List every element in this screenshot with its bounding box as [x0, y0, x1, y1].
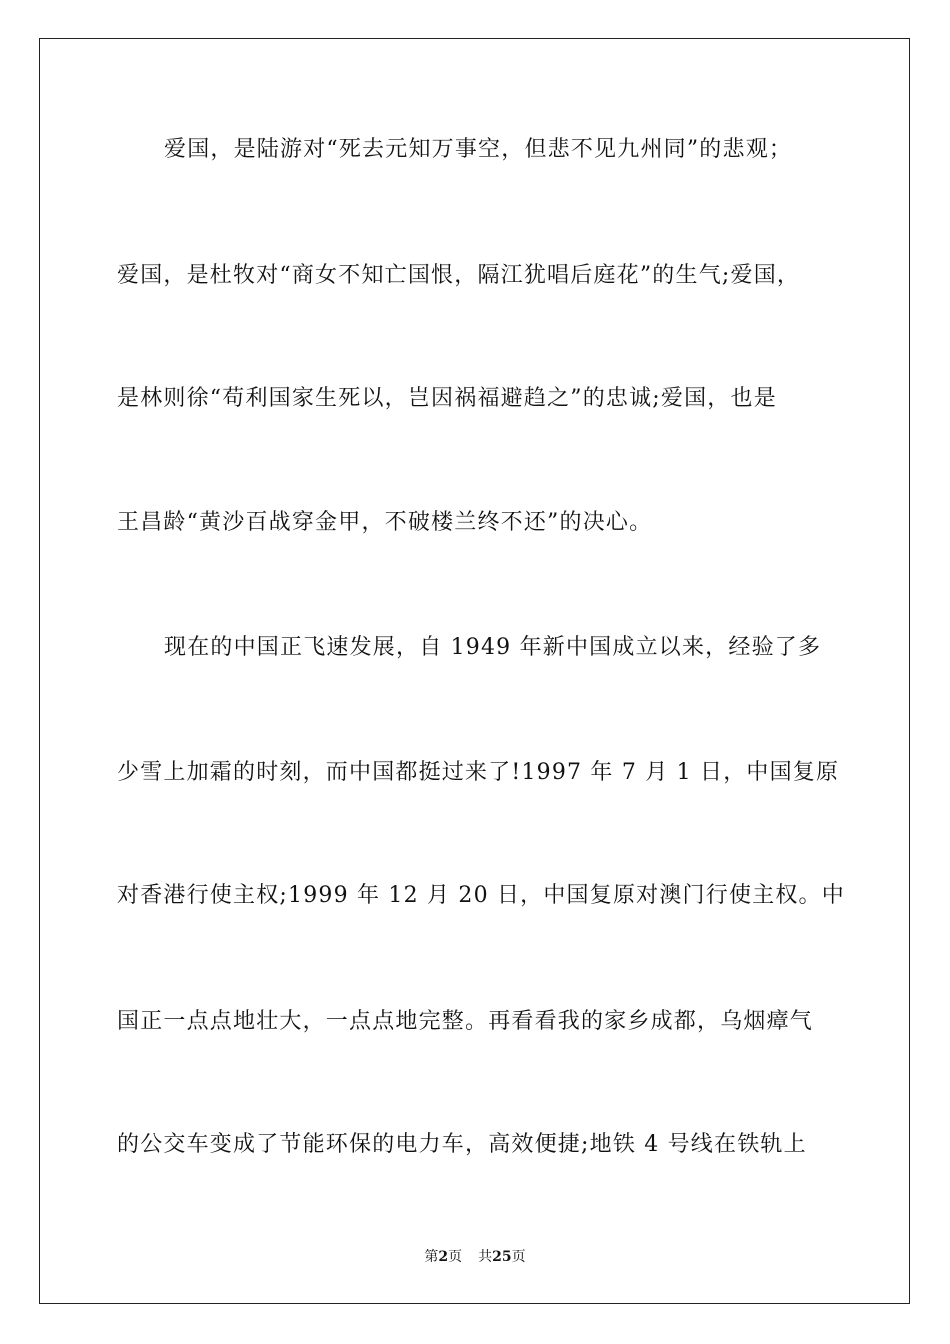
text-line-5: 现在的中国正飞速发展，自 1949 年新中国成立以来，经验了多	[164, 635, 822, 660]
text-line-9: 的公交车变成了节能环保的电力车，高效便捷;地铁 4 号线在铁轨上	[117, 1132, 807, 1157]
total-suffix: 页	[511, 1249, 526, 1265]
text-line-7: 对香港行使主权;1999 年 12 月 20 日，中国复原对澳门行使主权。中	[117, 883, 845, 908]
total-prefix: 共	[478, 1249, 493, 1265]
text-line-6: 少雪上加霜的时刻，而中国都挺过来了!1997 年 7 月 1 日，中国复原	[117, 760, 840, 785]
total-pages: 25	[492, 1249, 512, 1265]
text-line-3: 是林则徐“苟利国家生死以，岂因祸福避趋之”的忠诚;爱国，也是	[117, 386, 777, 411]
text-line-8: 国正一点点地壮大，一点点地完整。再看看我的家乡成都，乌烟瘴气	[117, 1009, 814, 1034]
text-line-2: 爱国，是杜牧对“商女不知亡国恨，隔江犹唱后庭花”的生气;爱国，	[117, 263, 801, 288]
page-border	[39, 38, 910, 1304]
text-line-1: 爱国，是陆游对“死去元知万事空，但悲不见九州同”的悲观；	[164, 137, 793, 162]
page-suffix: 页	[448, 1249, 463, 1265]
page-footer	[0, 1248, 950, 1266]
text-line-4: 王昌龄“黄沙百战穿金甲，不破楼兰终不还”的决心。	[117, 510, 653, 535]
page-prefix: 第	[424, 1249, 439, 1265]
page-number: 2	[438, 1249, 449, 1265]
